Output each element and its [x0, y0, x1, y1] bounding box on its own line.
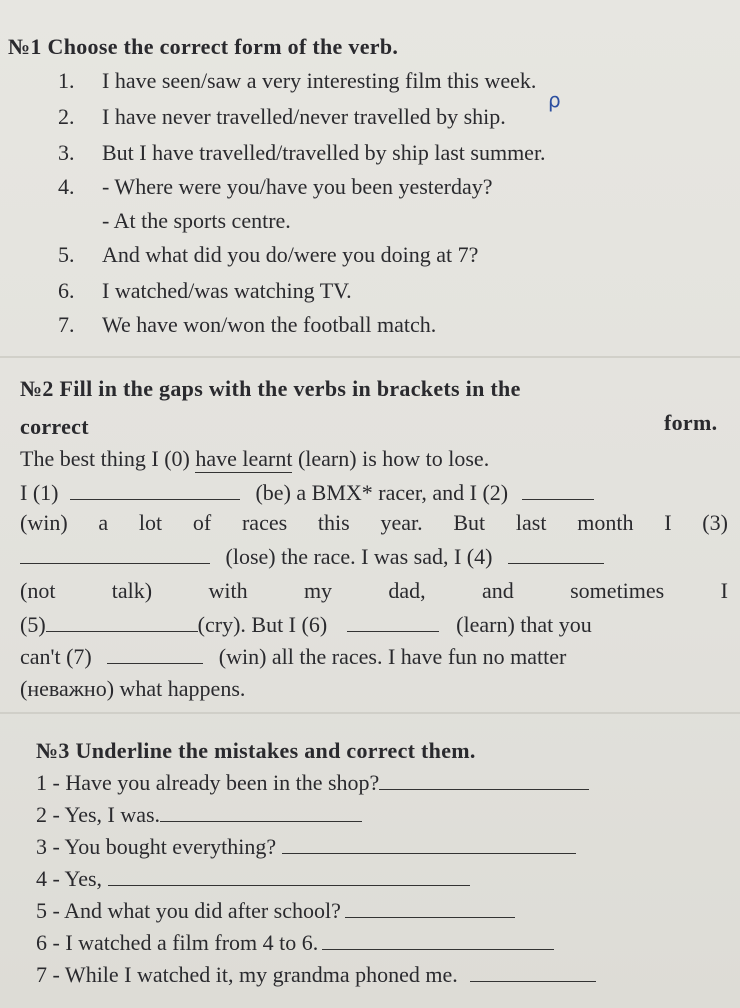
paper-fold [0, 712, 740, 714]
ex1-item-6 [58, 278, 352, 304]
line-word: of [192, 510, 212, 535]
line-text: (lose) the race. I was sad, I (4) [225, 544, 493, 569]
line-word: (not [20, 578, 56, 603]
ex1-item-7 [58, 312, 436, 338]
example-text: The best thing I (0) [20, 446, 196, 471]
ex2-line-3 [20, 544, 604, 570]
ex2-line-1 [20, 480, 594, 506]
correction-input[interactable] [470, 980, 596, 982]
ex1-item-2 [58, 104, 506, 130]
ex2-line-4 [20, 578, 728, 604]
exercise-1-title: №1 Choose the correct form of the verb. [8, 34, 399, 59]
line-text: (learn) that you [456, 612, 592, 637]
line-text: (win) all the races. I have fun no matter [218, 644, 567, 669]
item-text: 4 - Yes, [36, 866, 103, 891]
line-word: (win) [20, 510, 68, 535]
item-text: I watched/was watching TV. [102, 278, 352, 303]
item-number: 5. [58, 242, 75, 267]
ex3-item-3 [36, 834, 576, 860]
example-answer: have learnt [195, 446, 293, 471]
ex1-item-5 [58, 242, 478, 268]
gap-label: (5) [20, 612, 46, 637]
ex2-line-6 [20, 644, 566, 670]
line-text: (cry). But I (6) [197, 612, 328, 637]
exercise-3-title: №3 Underline the mistakes and correct them. [36, 738, 476, 763]
gap-1-input[interactable] [70, 498, 240, 500]
ex1-item-1 [58, 68, 536, 94]
line-word: talk) [111, 578, 153, 603]
item-number: 4. [58, 174, 75, 199]
line-word: a [98, 510, 109, 535]
item-text: We have won/won the football match. [102, 312, 437, 337]
line-text: (be) a BMX* racer, and I (2) [255, 480, 509, 505]
item-text: 3 - You bought everything? [36, 834, 277, 859]
gap-2-input[interactable] [522, 498, 594, 500]
ex1-item-4 [58, 174, 493, 200]
line-word: races [241, 510, 288, 535]
item-text: I have never travelled/never travelled by ship. [102, 104, 506, 129]
exercise-2-title-cont: correct [20, 414, 89, 439]
paper-fold [0, 356, 740, 358]
example-text: (learn) is how to lose. [292, 446, 490, 471]
ex3-item-2 [36, 802, 362, 828]
line-word: I [664, 510, 672, 535]
line-word: (3) [702, 510, 728, 535]
ex3-item-6 [36, 930, 554, 956]
line-word: last [515, 510, 547, 535]
item-number: 1. [58, 68, 75, 93]
item-number: 2. [58, 104, 75, 129]
line-word: and [482, 578, 514, 603]
ex2-example [20, 446, 489, 473]
ex1-item-4-answer [58, 208, 291, 234]
gap-4-input[interactable] [508, 562, 604, 564]
line-word: month [577, 510, 634, 535]
line-word: lot [138, 510, 163, 535]
ex3-item-4 [36, 866, 470, 892]
gap-label: I (1) [20, 480, 59, 505]
ex2-line-2 [20, 510, 728, 536]
line-word: dad, [388, 578, 426, 603]
gap-3-input[interactable] [20, 562, 210, 564]
item-text: I have seen/saw a very interesting film this week. [102, 68, 537, 93]
exercise-2-title: №2 Fill in the gaps with the verbs in brackets in the [20, 376, 521, 401]
gap-label: can't (7) [20, 644, 92, 669]
item-text: 6 - I watched a film from 4 to 6. [36, 930, 319, 955]
gap-5-input[interactable] [46, 630, 198, 632]
correction-input[interactable] [160, 820, 362, 822]
gap-7-input[interactable] [107, 662, 203, 664]
ex2-line-7: (неважно) what happens. [20, 676, 246, 701]
item-number: 3. [58, 140, 75, 165]
item-text: - At the sports centre. [102, 208, 291, 233]
item-text: 1 - Have you already been in the shop? [36, 770, 380, 795]
item-text: 2 - Yes, I was. [36, 802, 161, 827]
item-text: 7 - While I watched it, my grandma phoned me. [36, 962, 458, 987]
line-word: my [303, 578, 333, 603]
item-text: And what did you do/were you doing at 7? [102, 242, 479, 267]
correction-input[interactable] [108, 884, 470, 886]
correction-input[interactable] [322, 948, 554, 950]
ex3-item-7 [36, 962, 596, 988]
exercise-2-title-end: form. [664, 410, 718, 435]
gap-6-input[interactable] [347, 630, 439, 632]
item-text: But I have travelled/travelled by ship last summer. [102, 140, 546, 165]
correction-input[interactable] [282, 852, 576, 854]
ex2-line-5 [20, 612, 592, 638]
item-text: - Where were you/have you been yesterday? [102, 174, 493, 199]
correction-input[interactable] [379, 788, 589, 790]
correction-input[interactable] [345, 916, 515, 918]
line-word: But [453, 510, 486, 535]
line-word: year. [380, 510, 423, 535]
ex3-item-5 [36, 898, 515, 924]
item-number: 6. [58, 278, 75, 303]
line-word: with [208, 578, 248, 603]
line-word: I [720, 578, 728, 603]
pen-mark: ρ [548, 88, 561, 112]
item-number: 7. [58, 312, 75, 337]
line-word: this [317, 510, 350, 535]
ex1-item-3 [58, 140, 546, 166]
line-word: sometimes [570, 578, 665, 603]
item-text: 5 - And what you did after school? [36, 898, 341, 923]
ex3-item-1 [36, 770, 589, 796]
